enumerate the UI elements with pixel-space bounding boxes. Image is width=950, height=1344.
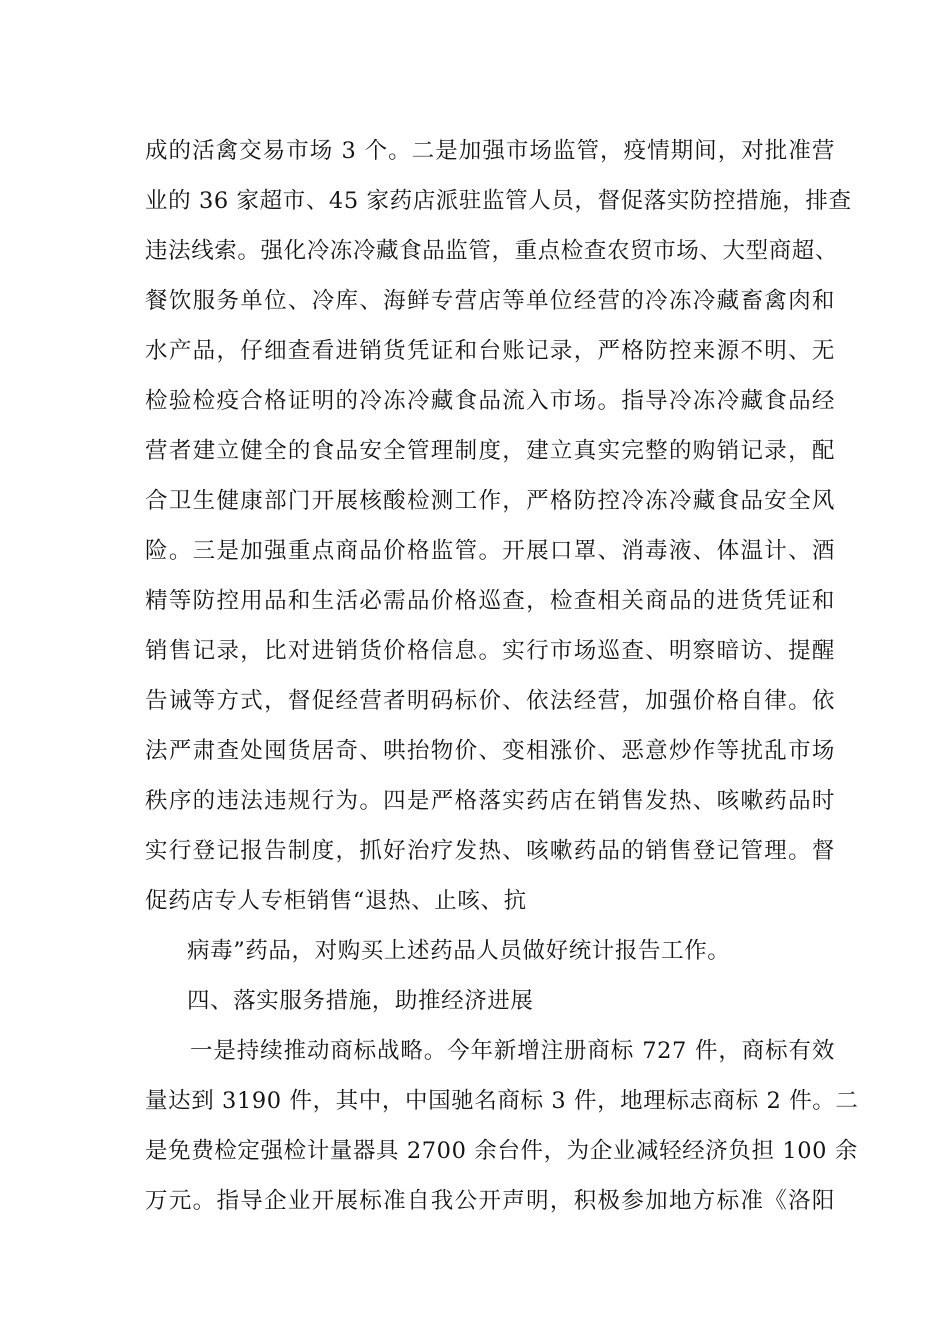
text-line: 水产品，仔细查看进销货凭证和台账记录，严格防控来源不明、无 [145,338,835,364]
text-line: 餐饮服务单位、冷库、海鲜专营店等单位经营的冷冻冷藏畜禽肉和 [145,288,835,314]
text-line: 法严肃查处囤货居奇、哄抬物价、变相涨价、恶意炒作等扰乱市场 [145,738,835,764]
text-line: 量达到 3190 件，其中，中国驰名商标 3 件，地理标志商标 2 件。二 [145,1088,859,1114]
text-line: 成的活禽交易市场 3 个。二是加强市场监管，疫情期间，对批准营 [145,138,835,164]
text-line: 万元。指导企业开展标准自我公开声明，积极参加地方标准《洛阳 [145,1188,835,1214]
text-line: 违法线索。强化冷冻冷藏食品监管，重点检查农贸市场、大型商超、 [145,238,839,264]
text-line: 精等防控用品和生活必需品价格巡查，检查相关商品的进货凭证和 [145,588,835,614]
text-line: 秩序的违法违规行为。四是严格落实药店在销售发热、咳嗽药品时 [145,788,835,814]
text-line: 促药店专人专柜销售“退热、止咳、抗 [145,888,527,914]
text-line: 营者建立健全的食品安全管理制度，建立真实完整的购销记录，配 [145,438,835,464]
text-line: 合卫生健康部门开展核酸检测工作，严格防控冷冻冷藏食品安全风 [145,488,835,514]
text-line: 一是持续推动商标战略。今年新增注册商标 727 件，商标有效 [190,1038,835,1064]
text-line: 销售记录，比对进销货价格信息。实行市场巡查、明察暗访、提醒 [145,638,835,664]
text-line: 是免费检定强检计量器具 2700 余台件，为企业减轻经济负担 100 余 [145,1138,858,1164]
section-heading: 四、落实服务措施，助推经济进展 [187,988,534,1014]
text-line: 告诫等方式，督促经营者明码标价、依法经营，加强价格自律。依 [145,688,835,714]
text-line: 病毒”药品，对购买上述药品人员做好统计报告工作。 [187,938,731,964]
text-line: 实行登记报告制度，抓好治疗发热、咳嗽药品的销售登记管理。督 [145,838,835,864]
text-line: 险。三是加强重点商品价格监管。开展口罩、消毒液、体温计、酒 [145,538,835,564]
text-line: 业的 36 家超市、45 家药店派驻监管人员，督促落实防控措施，排查 [145,188,852,214]
text-line: 检验检疫合格证明的冷冻冷藏食品流入市场。指导冷冻冷藏食品经 [145,388,835,414]
